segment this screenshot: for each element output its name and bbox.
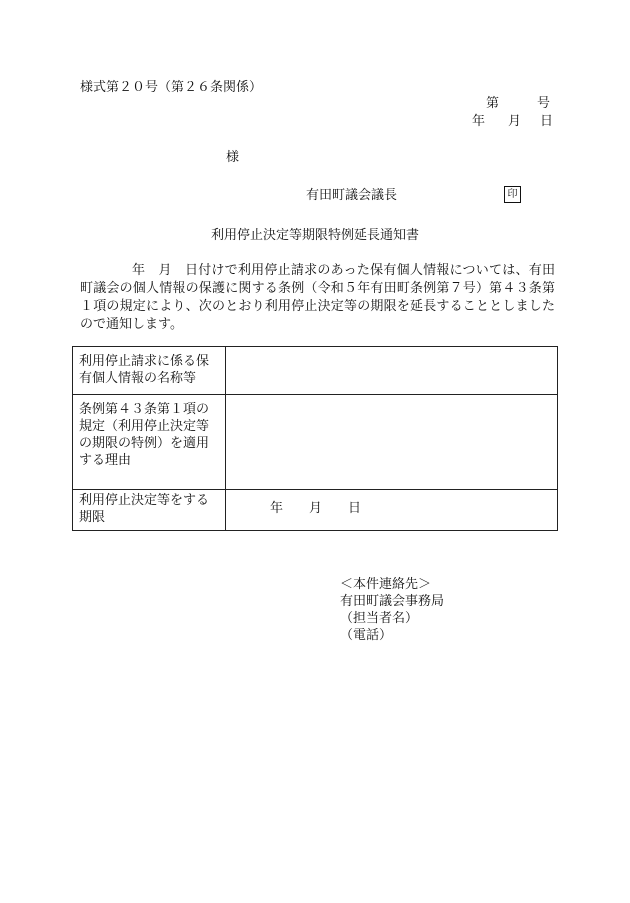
date-month-label: 月 (508, 114, 522, 129)
contact-office: 有田町議会事務局 (340, 594, 445, 609)
number-prefix: 第 (486, 96, 500, 111)
body-paragraph (80, 262, 555, 334)
contact-person: （担当者名） (340, 611, 419, 626)
deadline-month-label: 月 (309, 501, 323, 516)
number-suffix: 号 (536, 96, 550, 111)
contact-heading: ＜本件連絡先＞ (340, 577, 432, 592)
body-text: 年 月 日付けで利用停止請求のあった保有個人情報については、有田町議会の個人情報の保護に関する条例（令和５年有田町条例第７号）第４３条第１項の規定により、次のとおり利用停止決定等の期限を延長することとしましたので通知します。 (80, 263, 555, 332)
table-row (73, 347, 558, 395)
form-number-label: 様式第２０号（第２６条関係） (80, 80, 263, 95)
table-row (73, 490, 558, 531)
recipient-suffix: 様 (226, 150, 240, 165)
row-label-info-name: 利用停止請求に係る保有個人情報の名称等 (73, 347, 226, 395)
seal-mark-icon: 印 (504, 186, 521, 203)
info-table (72, 346, 558, 531)
date-day-label: 日 (540, 114, 554, 129)
contact-phone: （電話） (340, 628, 393, 643)
deadline-day-label: 日 (348, 501, 362, 516)
row-value-deadline (226, 490, 558, 531)
row-value-info-name (226, 347, 558, 395)
deadline-year-label: 年 (270, 501, 284, 516)
row-label-deadline: 利用停止決定等をする期限 (73, 490, 226, 531)
row-value-reason (226, 395, 558, 490)
document-title: 利用停止決定等期限特例延長通知書 (210, 228, 419, 243)
sender-name: 有田町議会議長 (306, 188, 398, 203)
table-row (73, 395, 558, 490)
row-label-reason: 条例第４３条第１項の規定（利用停止決定等の期限の特例）を適用する理由 (73, 395, 226, 490)
date-year-label: 年 (472, 114, 486, 129)
contact-block (340, 576, 444, 644)
